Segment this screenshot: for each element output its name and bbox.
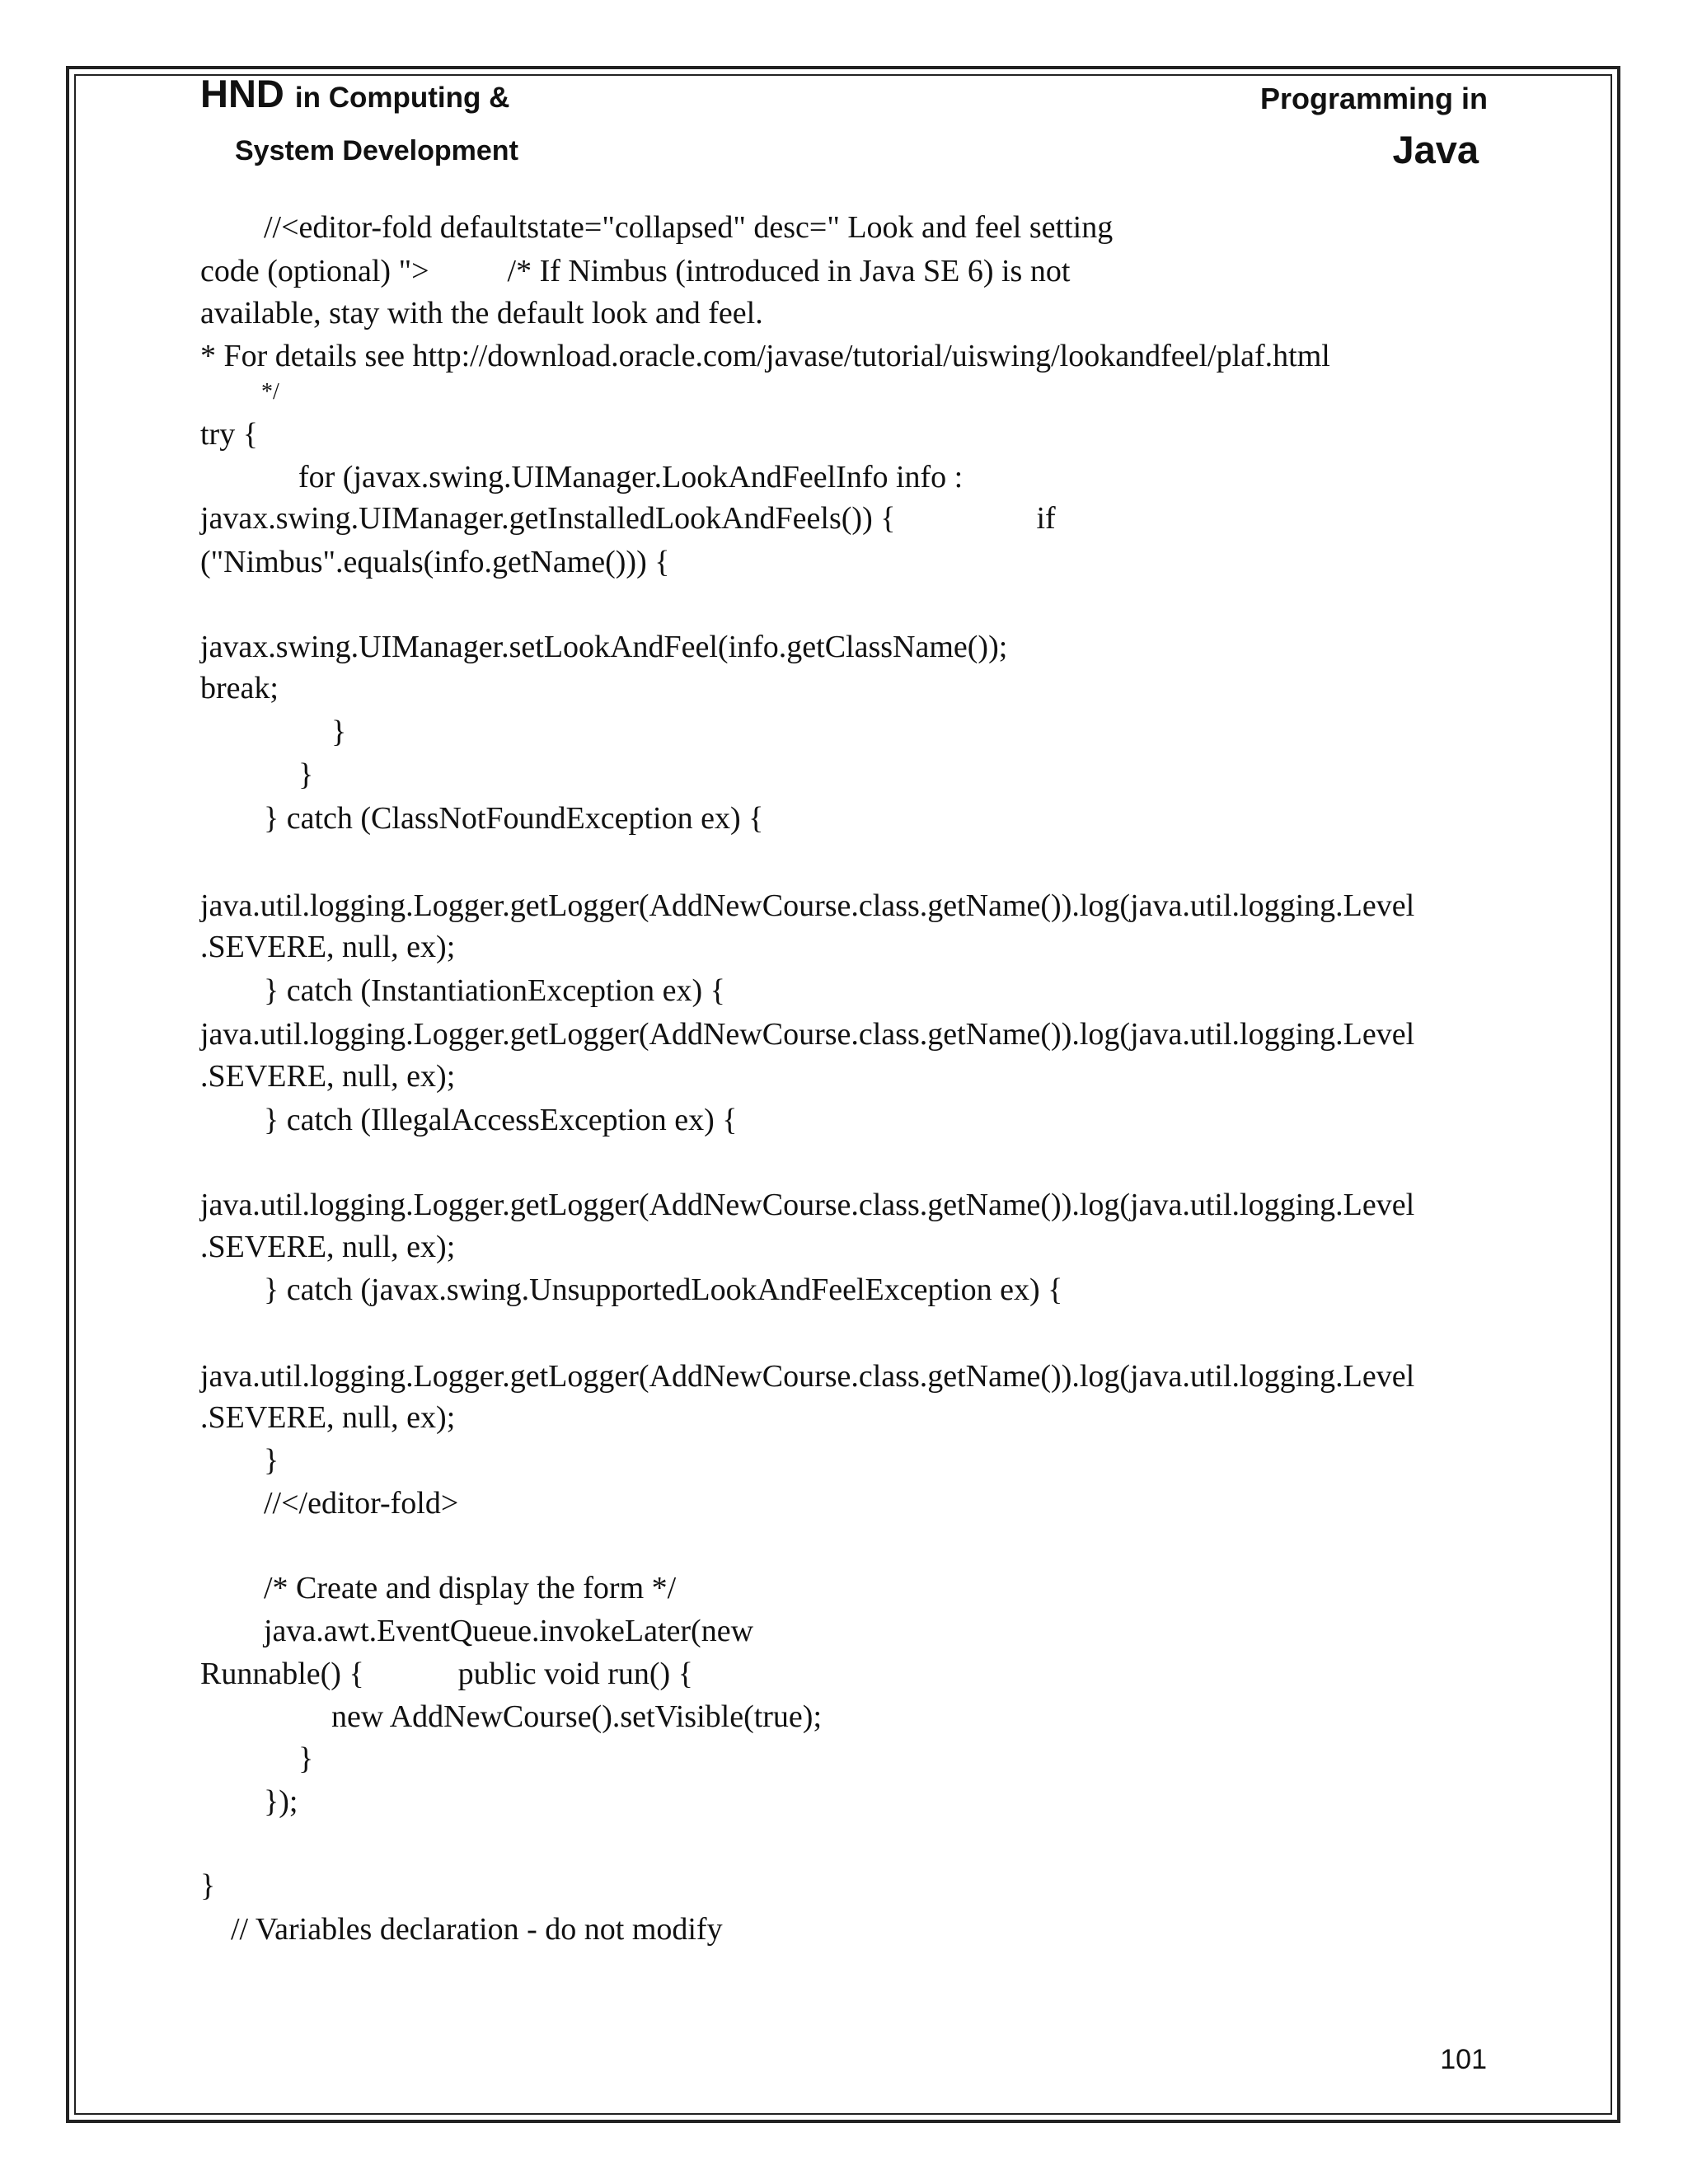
code-line: .SEVERE, null, ex); xyxy=(200,1059,456,1094)
code-line: java.util.logging.Logger.getLogger(AddNewCourse.class.getName()).log(java.util.logging.Level xyxy=(200,1188,1415,1222)
code-line: java.util.logging.Logger.getLogger(AddNewCourse.class.getName()).log(java.util.logging.Level xyxy=(200,1017,1415,1052)
code-line: .SEVERE, null, ex); xyxy=(200,1400,456,1435)
page-number: 101 xyxy=(1440,2044,1487,2075)
code-line: for (javax.swing.UIManager.LookAndFeelInfo info : xyxy=(298,460,964,494)
code-line: .SEVERE, null, ex); xyxy=(200,930,456,964)
code-line: }); xyxy=(264,1784,298,1819)
header-java: Java xyxy=(1392,128,1479,171)
code-line: try { xyxy=(200,417,258,452)
code-line: java.util.logging.Logger.getLogger(AddNewCourse.class.getName()).log(java.util.logging.Level xyxy=(200,1359,1415,1394)
code-line: // Variables declaration - do not modify xyxy=(231,1912,723,1947)
code-line: javax.swing.UIManager.getInstalledLookAndFeels()) { if xyxy=(200,501,1056,536)
header-programming-in: Programming in xyxy=(1259,82,1488,115)
code-line: .SEVERE, null, ex); xyxy=(200,1230,456,1264)
code-line: available, stay with the default look and feel. xyxy=(200,296,763,330)
code-line: } xyxy=(264,1443,279,1478)
code-line: } catch (ClassNotFoundException ex) { xyxy=(264,801,764,836)
code-line: /* Create and display the form */ xyxy=(264,1571,677,1605)
header-system-development: System Development xyxy=(235,135,518,166)
code-line: //<editor-fold defaultstate="collapsed" desc=" Look and feel setting xyxy=(264,210,1114,245)
header-computing: in Computing & xyxy=(294,82,510,114)
code-line: java.util.logging.Logger.getLogger(AddNewCourse.class.getName()).log(java.util.logging.Level xyxy=(200,888,1415,923)
code-line: } xyxy=(331,715,347,749)
code-line: } xyxy=(298,1741,314,1776)
code-line: } xyxy=(298,757,314,792)
code-line: break; xyxy=(200,671,279,705)
code-line: Runnable() { public void run() { xyxy=(200,1657,693,1691)
code-line: //</editor-fold> xyxy=(264,1486,459,1521)
code-line: } catch (javax.swing.UnsupportedLookAndFeelException ex) { xyxy=(264,1272,1063,1307)
code-line: code (optional) "> /* If Nimbus (introduced in Java SE 6) is not xyxy=(200,254,1071,288)
code-line: java.awt.EventQueue.invokeLater(new xyxy=(264,1614,754,1648)
header-hnd xyxy=(200,71,509,116)
code-line: } catch (InstantiationException ex) { xyxy=(264,973,725,1008)
header-hnd-text: HND xyxy=(200,72,284,115)
code-line: javax.swing.UIManager.setLookAndFeel(info.getClassName()); xyxy=(200,630,1008,664)
page-border-inner xyxy=(74,74,1612,2115)
code-line: ("Nimbus".equals(info.getName())) { xyxy=(200,545,670,579)
code-line: * For details see http://download.oracle.com/javase/tutorial/uiswing/lookandfeel/plaf.html xyxy=(200,339,1330,373)
code-line: } xyxy=(200,1868,216,1903)
code-line: */ xyxy=(261,379,279,405)
code-line: } catch (IllegalAccessException ex) { xyxy=(264,1103,738,1137)
code-line: new AddNewCourse().setVisible(true); xyxy=(331,1699,823,1734)
